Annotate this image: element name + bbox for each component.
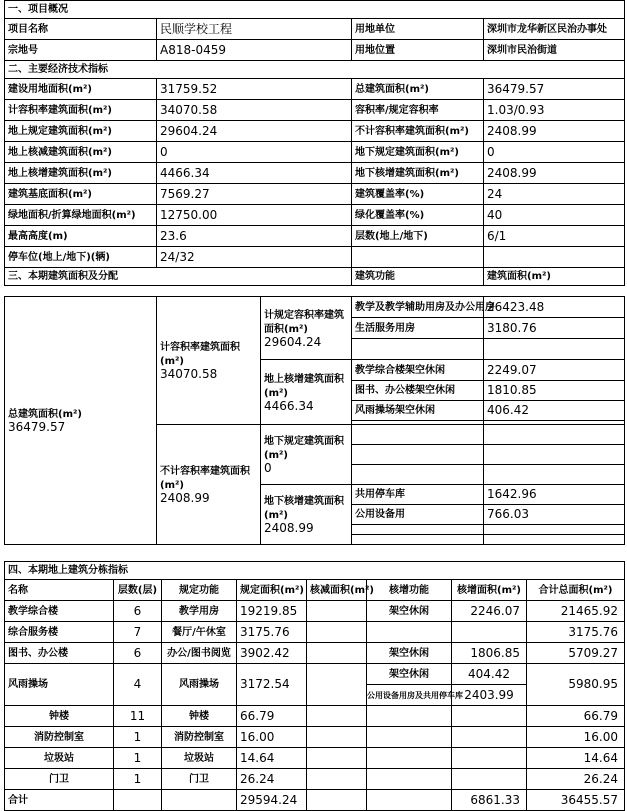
table-row [5,247,625,268]
table-cell [452,769,527,790]
table-cell: 公用设备用房及共用停车库 [367,685,452,706]
table-cell [352,535,484,545]
table-cell: 66.79 [237,706,307,727]
table-cell [484,247,625,268]
table-cell [307,790,367,811]
table-row [5,184,625,205]
table-row [5,226,625,247]
table-cell: 4 [114,664,162,706]
table-cell: 16.00 [527,727,625,748]
table-cell: 3902.42 [237,643,307,664]
table-cell: 1.03/0.93 [484,100,625,121]
table-cell: 29594.24 [237,790,307,811]
table-cell: 生活服务用房 [352,318,484,339]
table-row [5,100,625,121]
table-cell: 地上核减建筑面积(m²) [5,142,157,163]
table-cell: 架空休闲 [367,601,452,622]
table-cell: 406.42 [484,401,625,421]
total-row [5,790,625,811]
table-cell: 1642.96 [484,485,625,505]
table-cell: 26.24 [527,769,625,790]
table-cell: 5709.27 [527,643,625,664]
table-cell: 36479.57 [484,79,625,100]
table-cell [307,748,367,769]
non-far-area-cell [157,425,261,545]
table-cell: 21465.92 [527,601,625,622]
table-cell [452,622,527,643]
cell-text: 36479.57 [8,420,66,434]
table-row [5,706,625,727]
table-cell: 23.6 [157,226,352,247]
table-cell: 最高高度(m) [5,226,157,247]
summary-table [4,0,625,286]
table-cell: 深圳市龙华新区民治办事处 [484,19,625,40]
table-cell: 地下核增建筑面积(m²) [352,163,484,184]
table-row [5,142,625,163]
table-row [5,622,625,643]
table-cell [352,525,484,535]
table-cell: 404.42 [452,664,527,685]
table-cell: 12750.00 [157,205,352,226]
table-cell: 地下规定建筑面积(m²) [352,142,484,163]
table-cell [367,706,452,727]
table-row [5,40,625,61]
table-cell: 绿化覆盖率(%) [352,205,484,226]
table-cell [307,664,367,706]
table-cell: 教学综合楼 [5,601,114,622]
table-cell: 建筑覆盖率(%) [352,184,484,205]
table-cell: 26423.48 [484,297,625,318]
table-cell: 4466.34 [157,163,352,184]
cell-text: 2408.99 [264,521,314,535]
table-cell [367,790,452,811]
cell-text: 2408.99 [160,491,210,505]
table-header [5,580,625,601]
table-cell: 3172.54 [237,664,307,706]
table-row [5,205,625,226]
table-cell: 6 [114,643,162,664]
table-cell: 门卫 [5,769,114,790]
table-cell: 6861.33 [452,790,527,811]
table-cell: 24 [484,184,625,205]
table-cell: 建筑基底面积(m²) [5,184,157,205]
table-cell: 不计容积率建筑面积(m²) [352,121,484,142]
table-cell: 7569.27 [157,184,352,205]
table-cell: 教学用房 [162,601,237,622]
table-cell [484,425,625,445]
cell-text: 总建筑面积(m²) [8,409,82,420]
table-cell: 2403.99 [452,685,527,706]
table-cell: 规定面积(m²) [237,580,307,601]
table-cell [307,706,367,727]
table-cell: 办公/图书阅览 [162,643,237,664]
table-cell: 风雨操场 [162,664,237,706]
table-row [5,643,625,664]
table-cell: 14.64 [527,748,625,769]
table-cell [114,790,162,811]
table-cell: 29604.24 [157,121,352,142]
table-cell: 核减面积(m²) [307,580,367,601]
table-cell: 核增功能 [367,580,452,601]
table-cell: 规定功能 [162,580,237,601]
section-title-allocation: 三、本期建筑面积及分配 [5,268,352,286]
table-cell: 1810.85 [484,381,625,401]
table-cell [307,601,367,622]
table-cell: 1806.85 [452,643,527,664]
table-cell: 核增面积(m²) [452,580,527,601]
table-cell: 11 [114,706,162,727]
table-cell: 6/1 [484,226,625,247]
table-cell [162,790,237,811]
table-cell: 建筑功能 [352,268,484,286]
table-cell [484,445,625,465]
table-cell [452,727,527,748]
underground-stipulated-cell [261,425,352,485]
table-cell: 公用设备用 [352,505,484,525]
table-cell: 地上规定建筑面积(m²) [5,121,157,142]
cell-text: 0 [264,461,272,475]
table-cell: 消防控制室 [162,727,237,748]
table-cell: 层数(地上/地下) [352,226,484,247]
total-area-cell [5,297,157,545]
table-cell: 图书、办公楼 [5,643,114,664]
table-cell [307,727,367,748]
table-row [5,163,625,184]
table-cell: 消防控制室 [5,727,114,748]
section-title-indicators: 二、主要经济技术指标 [5,61,625,79]
table-cell [452,748,527,769]
table-cell [352,247,484,268]
table-row [5,601,625,622]
table-row [5,748,625,769]
table-cell: 垃圾站 [162,748,237,769]
cell-text: 不计容积率建筑面积(m²) [160,466,250,491]
table-cell: 层数(层) [114,580,162,601]
table-cell: 餐厅/午休室 [162,622,237,643]
table-cell [307,622,367,643]
table-cell [484,465,625,485]
table-cell: 风雨操场架空休闲 [352,401,484,421]
table-cell: 名称 [5,580,114,601]
table-cell: 用地位置 [352,40,484,61]
table-cell: 合计 [5,790,114,811]
building-table [4,561,625,811]
table-cell: 项目名称 [5,19,157,40]
cell-text: 地下规定建筑面积(m²) [264,436,344,461]
table-row [5,19,625,40]
table-row [5,727,625,748]
table-row [5,79,625,100]
table-cell: 66.79 [527,706,625,727]
far-area-cell [157,297,261,425]
table-cell: 停车位(地上/地下)(辆) [5,247,157,268]
table-row [5,769,625,790]
table-cell: 建筑面积(m²) [484,268,625,286]
table-cell [307,643,367,664]
cell-text: 计容积率建筑面积(m²) [160,342,240,367]
table-cell: 766.03 [484,505,625,525]
table-cell: 2246.07 [452,601,527,622]
table-cell: 架空休闲 [367,664,452,685]
far-stipulated-cell [261,297,352,360]
table-cell [367,748,452,769]
table-cell: 综合服务楼 [5,622,114,643]
table-cell: 26.24 [237,769,307,790]
allocation-table [4,296,625,545]
cell-text: 地上核增建筑面积(m²) [264,373,344,399]
table-cell: 6 [114,601,162,622]
table-cell [484,339,625,360]
table-cell [352,445,484,465]
table-cell: 架空休闲 [367,643,452,664]
table-cell: 31759.52 [157,79,352,100]
table-cell: 34070.58 [157,100,352,121]
cell-text: 4466.34 [264,398,314,413]
table-cell: 2408.99 [484,163,625,184]
table-cell: 7 [114,622,162,643]
above-ground-increase-cell [261,360,352,425]
table-cell: 深圳市民治街道 [484,40,625,61]
table-cell: 合计总面积(m²) [527,580,625,601]
table-cell [307,769,367,790]
section-title-overview: 一、项目概况 [5,1,625,19]
table-cell: 绿地面积/折算绿地面积(m²) [5,205,157,226]
table-cell: 1 [114,727,162,748]
table-cell [484,525,625,535]
table-cell: 19219.85 [237,601,307,622]
table-row [5,121,625,142]
table-cell: 40 [484,205,625,226]
section-title-buildings: 四、本期地上建筑分栋指标 [5,562,625,580]
table-cell: 教学及教学辅助用房及办公用房 [352,297,484,318]
table-cell: 钟楼 [5,706,114,727]
table-cell: 用地单位 [352,19,484,40]
table-cell [367,622,452,643]
table-cell: 1 [114,769,162,790]
table-cell: 总建筑面积(m²) [352,79,484,100]
table-cell [352,339,484,360]
table-cell: 3180.76 [484,318,625,339]
table-cell [452,706,527,727]
table-cell: 风雨操场 [5,664,114,706]
cell-text: 29604.24 [264,334,322,349]
table-cell: 共用停车库 [352,485,484,505]
table-cell: 宗地号 [5,40,157,61]
table-cell [352,425,484,445]
table-cell: 0 [157,142,352,163]
table-cell: 地上核增建筑面积(m²) [5,163,157,184]
table-cell: 教学综合楼架空休闲 [352,360,484,381]
table-cell: 门卫 [162,769,237,790]
table-cell: 容积率/规定容积率 [352,100,484,121]
underground-increase-cell [261,485,352,545]
table-cell: 36455.57 [527,790,625,811]
table-cell: 1 [114,748,162,769]
table-cell: 民顺学校工程 [157,19,352,40]
table-cell: 24/32 [157,247,352,268]
table-cell [367,769,452,790]
table-cell [484,535,625,545]
table-cell: 2408.99 [484,121,625,142]
table-cell: 垃圾站 [5,748,114,769]
cell-text: 计规定容积率建筑面积(m²) [264,309,344,335]
table-cell: 14.64 [237,748,307,769]
table-cell [352,465,484,485]
table-cell: 16.00 [237,727,307,748]
cell-text: 地下核增建筑面积(m²) [264,496,344,521]
table-row [5,664,625,685]
cell-text: 34070.58 [160,367,218,381]
table-cell: 建设用地面积(m²) [5,79,157,100]
table-cell [367,727,452,748]
table-cell: 钟楼 [162,706,237,727]
table-cell: 3175.76 [527,622,625,643]
table-cell: 3175.76 [237,622,307,643]
table-cell: A818-0459 [157,40,352,61]
table-cell: 0 [484,142,625,163]
table-cell: 图书、办公楼架空休闲 [352,381,484,401]
table-cell: 2249.07 [484,360,625,381]
table-cell: 计容积率建筑面积(m²) [5,100,157,121]
table-cell: 5980.95 [527,664,625,706]
